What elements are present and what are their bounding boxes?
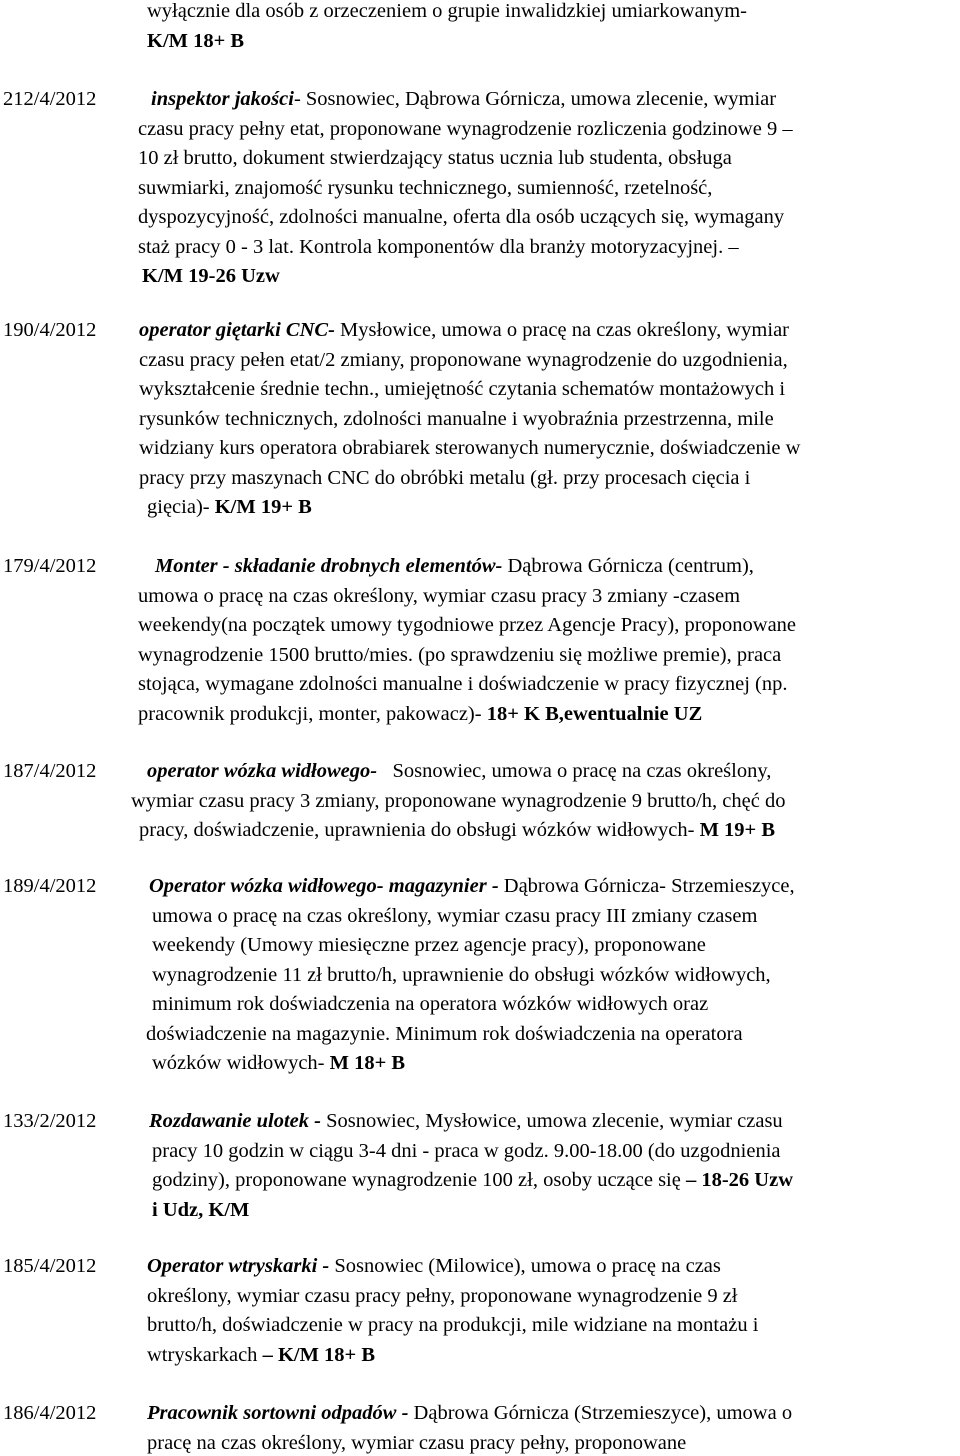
job-offer-133 (0, 1107, 960, 1225)
offer-text: pracy, doświadczenie, uprawnienia do obsługi wózków widłowych- (139, 819, 700, 841)
offer-requirement: K/M 19+ B (214, 496, 312, 518)
offer-text: godziny), proponowane wynagrodzenie 100 zł, osoby uczące się (152, 1169, 686, 1191)
job-offer-185 (0, 1252, 960, 1370)
offer-requirement: – K/M 18+ B (262, 1343, 376, 1366)
offer-text: wózków widłowych- (152, 1052, 330, 1074)
offer-last-line (0, 493, 960, 523)
offer-last-line (0, 1049, 960, 1079)
offer-text: gięcia)- (147, 496, 215, 518)
offer-line: czasu pracy pełen etat/2 zmiany, proponowane wynagrodzenie do uzgodnienia, (139, 348, 788, 371)
intro-requirement: K/M 18+ B (147, 29, 245, 52)
offer-line: suwmiarki, znajomość rysunku technicznego, sumienność, rzetelność, (138, 176, 713, 199)
job-title: operator giętarki CNC- (139, 319, 335, 341)
offer-first-line (0, 552, 960, 582)
offer-line: wykształcenie średnie techn., umiejętność czytania schematów montażowych i (139, 378, 786, 400)
offer-ref-number: 185/4/2012 (3, 1255, 97, 1277)
job-title: Operator wtryskarki - (147, 1255, 330, 1277)
offer-first-line (0, 872, 960, 902)
offer-line: wymiar czasu pracy 3 zmiany, proponowane wynagrodzenie 9 brutto/h, chęć do (131, 789, 786, 812)
offer-ref-number: 187/4/2012 (3, 760, 97, 782)
offer-line: widziany kurs operatora obrabiarek sterowanych numerycznie, doświadczenie w (139, 437, 801, 459)
offer-requirement: M 18+ B (329, 1052, 406, 1074)
offer-line: rysunków technicznych, zdolności manualne i wyobraźnia przestrzenna, mile (139, 407, 774, 430)
offer-requirement: M 19+ B (699, 819, 776, 841)
offer-line: umowa o pracę na czas określony, wymiar czasu pracy III zmiany czasem (152, 904, 758, 927)
job-offer-187 (0, 757, 960, 846)
offer-ref-number: 189/4/2012 (3, 875, 97, 897)
offer-line: weekendy (Umowy miesięczne przez agencje pracy), proponowane (152, 934, 706, 956)
offer-last-line (0, 700, 960, 730)
offer-line: brutto/h, doświadczenie w pracy na produkcji, mile widziane na montażu i (147, 1314, 759, 1336)
offer-last-line (0, 1341, 960, 1371)
offer-first-line (0, 1252, 960, 1282)
offer-line: pracy przy maszynach CNC do obróbki metalu (gł. przy procesach cięcia i (139, 466, 751, 489)
offer-text: Mysłowice, umowa o pracę na czas określony, wymiar (334, 319, 789, 341)
offer-line: umowa o pracę na czas określony, wymiar czasu pracy 3 zmiany -czasem (138, 584, 741, 607)
job-title: Pracownik sortowni odpadów - (147, 1402, 409, 1424)
offer-line: minimum rok doświadczenia na operatora wózków widłowych oraz (152, 993, 709, 1015)
offer-line: czasu pracy pełny etat, proponowane wynagrodzenie rozliczenia godzinowe 9 – (138, 117, 793, 140)
offer-line: pracy 10 godzin w ciągu 3-4 dni - praca w godz. 9.00-18.00 (do uzgodnienia (152, 1139, 781, 1162)
job-title: inspektor jakości (151, 88, 294, 110)
offer-line: doświadczenie na magazynie. Minimum rok doświadczenia na operatora (146, 1022, 743, 1045)
job-title: Rozdawanie ulotek - (149, 1110, 321, 1132)
offer-line: wynagrodzenie 1500 brutto/mies. (po sprawdzeniu się możliwe premie), praca (138, 643, 782, 666)
offer-requirement: – 18-26 Uzw (685, 1169, 794, 1191)
offer-text: Dąbrowa Górnicza- Strzemieszyce, (498, 875, 795, 897)
offer-line: stojąca, wymagane zdolności manualne i doświadczenie w pracy fizycznej (np. (138, 673, 788, 695)
offer-text: Sosnowiec, umowa o pracę na czas określony, (377, 760, 772, 782)
offer-text: Dąbrowa Górnicza (centrum), (502, 555, 754, 577)
offer-first-line (0, 1399, 960, 1429)
offer-first-line (0, 757, 960, 787)
offer-text: wtryskarkach (147, 1343, 263, 1366)
offer-line: staż pracy 0 - 3 lat. Kontrola komponentów dla branży motoryzacyjnej. – (138, 235, 739, 258)
offer-text: Sosnowiec (Milowice), umowa o pracę na czas (329, 1255, 721, 1277)
offer-ref-number: 186/4/2012 (3, 1402, 97, 1424)
job-title: Monter - składanie drobnych elementów- (155, 555, 503, 577)
job-title: Operator wózka widłowego- magazynier - (149, 875, 499, 897)
job-offer-212 (0, 85, 960, 292)
offer-line: dyspozycyjność, zdolności manualne, oferta dla osób uczących się, wymagany (138, 206, 785, 228)
job-title: operator wózka widłowego- (147, 760, 378, 782)
offer-last-line (0, 816, 960, 846)
offer-line: weekendy(na początek umowy tygodniowe przez Agencje Pracy), proponowane (138, 614, 797, 636)
offer-text: Sosnowiec, Mysłowice, umowa zlecenie, wymiar czasu (321, 1110, 783, 1132)
offer-text: Dąbrowa Górnicza (Strzemieszyce), umowa o (408, 1402, 793, 1424)
offer-line: określony, wymiar czasu pracy pełny, proponowane wynagrodzenie 9 zł (147, 1284, 738, 1307)
job-offer-189 (0, 872, 960, 1079)
offer-ref-number: 133/2/2012 (3, 1110, 97, 1132)
offer-first-line (0, 1107, 960, 1137)
job-offer-190 (0, 316, 960, 523)
offer-requirement-continued: i Udz, K/M (152, 1198, 250, 1221)
offer-requirement: 18+ K B,ewentualnie UZ (486, 702, 703, 725)
intro-block (0, 0, 960, 56)
job-offer-186 (0, 1399, 960, 1456)
intro-line: wyłącznie dla osób z orzeczeniem o grupie inwalidzkiej umiarkowanym- (147, 0, 747, 22)
job-offer-179 (0, 552, 960, 729)
offer-line: 10 zł brutto, dokument stwierdzający status ucznia lub studenta, obsługa (138, 147, 732, 169)
offer-line: pracę na czas określony, wymiar czasu pracy pełny, proponowane (147, 1431, 687, 1454)
offer-requirement: K/M 19-26 Uzw (142, 265, 280, 287)
offer-first-line (0, 316, 960, 346)
offer-line (0, 1166, 960, 1196)
offer-text: - Sosnowiec, Dąbrowa Górnicza, umowa zlecenie, wymiar (293, 88, 777, 110)
offer-text: pracownik produkcji, monter, pakowacz)- (138, 702, 487, 725)
offer-ref-number: 212/4/2012 (3, 88, 97, 110)
offer-ref-number: 190/4/2012 (3, 319, 97, 341)
offer-first-line (0, 85, 960, 115)
offer-ref-number: 179/4/2012 (3, 555, 97, 577)
offer-line: wynagrodzenie 11 zł brutto/h, uprawnienie do obsługi wózków widłowych, (152, 963, 771, 986)
